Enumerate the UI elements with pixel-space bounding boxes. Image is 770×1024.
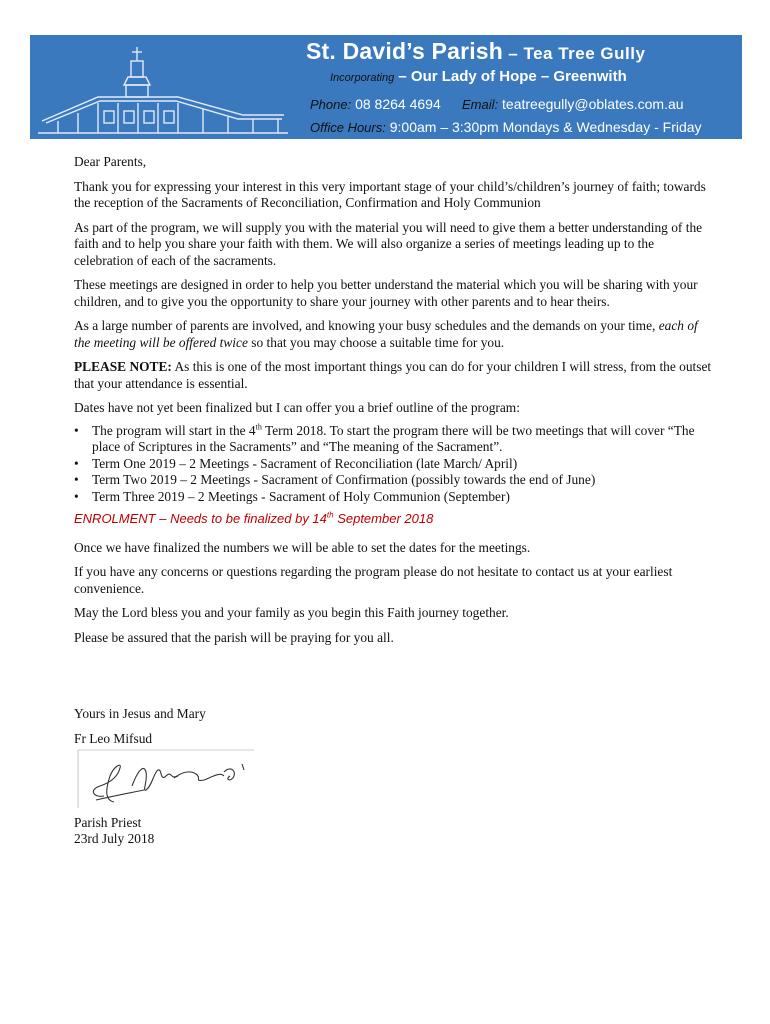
incorporating-label: Incorporating bbox=[330, 72, 395, 84]
enrolment-text-end: September 2018 bbox=[333, 511, 434, 526]
phone-line bbox=[310, 96, 441, 112]
bullet-icon: • bbox=[74, 472, 79, 487]
paragraph-finalize: Once we have finalized the numbers we will be able to set the dates for the meetings. bbox=[74, 539, 531, 555]
bullet-text: The program will start in the 4 bbox=[92, 422, 256, 438]
signature-icon bbox=[74, 746, 260, 812]
email-label: Email: bbox=[462, 97, 499, 112]
bullet-icon: • bbox=[74, 455, 79, 471]
enrolment-text: ENROLMENT – Needs to be finalized by 14 bbox=[74, 511, 327, 526]
signature-footer bbox=[74, 815, 154, 847]
signatory-name: Fr Leo Mifsud bbox=[74, 730, 153, 746]
phone-label: Phone: bbox=[310, 97, 352, 112]
bullet-sup: th bbox=[255, 422, 262, 432]
program-outline-list bbox=[74, 423, 714, 506]
please-note bbox=[74, 359, 714, 392]
bullet-icon: • bbox=[74, 422, 79, 438]
schedule-text-start: As a large number of parents are involved, and knowing your busy schedules and the demands on your time, bbox=[74, 318, 659, 333]
parish-title bbox=[306, 38, 645, 65]
please-note-label: PLEASE NOTE: bbox=[74, 359, 172, 374]
parish-suffix: – Tea Tree Gully bbox=[503, 44, 646, 63]
incorporating-line bbox=[330, 68, 627, 85]
paragraph-praying: Please be assured that the parish will be praying for you all. bbox=[74, 629, 394, 645]
salutation: Yours in Jesus and Mary bbox=[74, 706, 206, 721]
email-value[interactable]: teatreegully@oblates.com.au bbox=[498, 96, 684, 112]
letter-body bbox=[74, 154, 714, 654]
bullet-text: Term Two 2019 – 2 Meetings - Sacrament of Confirmation (possibly towards the end of June) bbox=[92, 472, 596, 487]
bullet-text: Term One 2019 – 2 Meetings - Sacrament of Reconciliation (late March/ April) bbox=[92, 455, 518, 471]
list-item bbox=[74, 423, 714, 456]
enrolment-sup: th bbox=[326, 510, 334, 520]
bullet-text-cont: Term 2018. To start the program there will be two meetings that will cover “The place of Scriptures in the Sacraments” and “The meaning of the Sacrament”. bbox=[92, 422, 695, 454]
list-item bbox=[74, 456, 714, 473]
office-hours-line bbox=[310, 119, 702, 135]
paragraph-concerns: If you have any concerns or questions regarding the program please do not hesitate to contact us at your earliest convenience. bbox=[74, 564, 673, 596]
bullet-text: Term Three 2019 – 2 Meetings - Sacrament of Holy Communion (September) bbox=[92, 488, 510, 504]
incorporating-value: – Our Lady of Hope – Greenwith bbox=[394, 68, 627, 85]
paragraph-program: As part of the program, we will supply you with the material you will need to give them a better understanding of the faith and to help you share your faith with them. We will also organize a series of meetings leading up to the celebration of each of the sacraments. bbox=[74, 219, 703, 268]
phone-value: 08 8264 4694 bbox=[351, 96, 441, 112]
paragraph-schedule bbox=[74, 318, 714, 351]
enrolment-deadline bbox=[74, 511, 714, 528]
bullet-icon: • bbox=[74, 488, 79, 504]
office-hours-label: Office Hours: bbox=[310, 120, 386, 135]
paragraph-meetings: These meetings are designed in order to help you better understand the material which you will be sharing with your children, and to give you the opportunity to share your journey with other parents and to hear theirs. bbox=[74, 277, 698, 309]
paragraph-interest: Thank you for expressing your interest in this very important stage of your child’s/children’s journey of faith; towards the reception of the Sacraments of Reconciliation, Confirmation and Holy Communion bbox=[74, 178, 706, 210]
letter-date: 23rd July 2018 bbox=[74, 831, 155, 846]
schedule-text-italic: each of the meeting will be offered twice bbox=[74, 318, 698, 350]
parish-name: St. David’s Parish bbox=[306, 38, 504, 64]
list-item bbox=[74, 472, 714, 489]
list-item bbox=[74, 489, 714, 506]
church-illustration-icon bbox=[38, 41, 288, 135]
email-line bbox=[462, 96, 684, 112]
signatory-role: Parish Priest bbox=[74, 815, 142, 830]
office-hours-value: 9:00am – 3:30pm Mondays & Wednesday - Friday bbox=[385, 119, 702, 135]
outline-intro: Dates have not yet been finalized but I can offer you a brief outline of the program: bbox=[74, 400, 520, 415]
please-note-text: As this is one of the most important things you can do for your children I will stress, from the outset that your attendance is essential. bbox=[74, 359, 712, 391]
schedule-text-end: so that you may choose a suitable time for you. bbox=[247, 334, 505, 350]
paragraph-blessing: May the Lord bless you and your family as you begin this Faith journey together. bbox=[74, 605, 509, 620]
letterhead-banner bbox=[30, 35, 742, 139]
greeting: Dear Parents, bbox=[74, 154, 147, 169]
